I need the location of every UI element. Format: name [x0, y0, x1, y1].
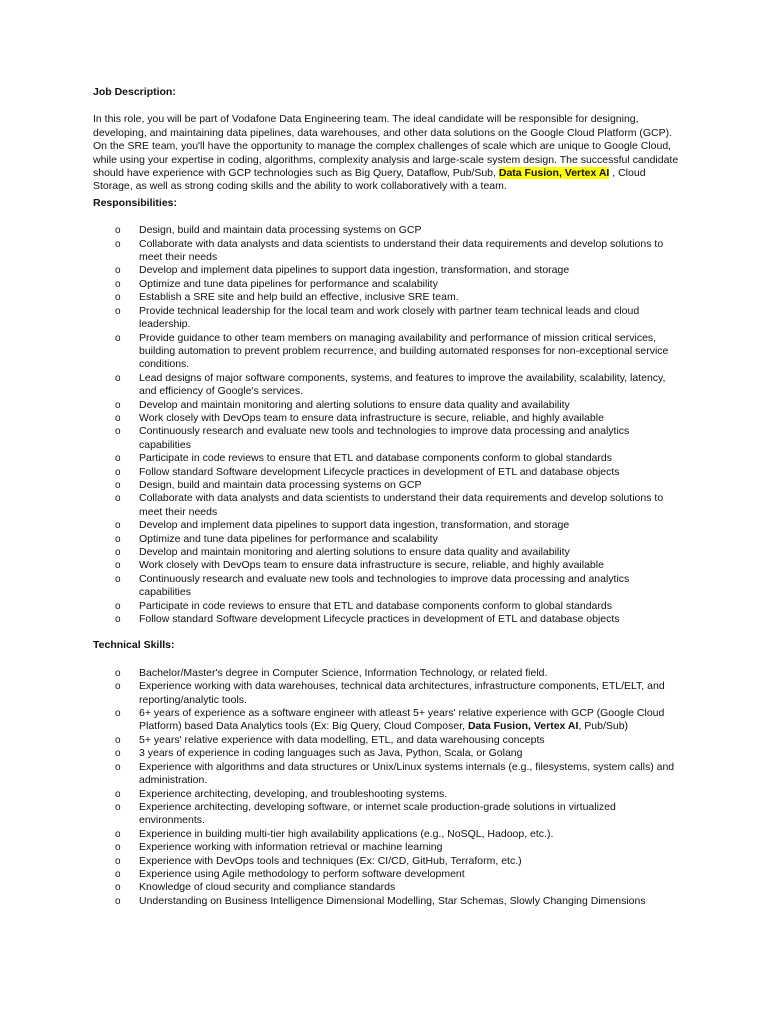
technical-skills-list: [93, 667, 683, 908]
responsibilities-list: [93, 224, 683, 626]
list-item: [93, 761, 683, 788]
bullet-icon: o: [115, 788, 121, 800]
list-item: [93, 412, 683, 425]
list-item-text: Experience with algorithms and data structures or Unix/Linux systems internals (e.g., filesystems, system calls) and administration.: [139, 760, 675, 787]
list-item: [93, 546, 683, 559]
list-item-text: 3 years of experience in coding languages such as Java, Python, Scala, or Golang: [139, 747, 523, 760]
bullet-icon: o: [115, 734, 121, 746]
list-item-text: Optimize and tune data pipelines for performance and scalability: [139, 532, 438, 545]
list-item-text: Participate in code reviews to ensure that ETL and database components conform to global standards: [139, 599, 612, 612]
job-description-heading: Job Description:: [93, 86, 176, 98]
bullet-icon: o: [115, 399, 121, 411]
list-item: [93, 291, 683, 304]
list-item-text: Collaborate with data analysts and data scientists to understand their data requirements and develop solutions to meet their needs: [139, 492, 664, 518]
list-item-text: Follow standard Software development Lifecycle practices in development of ETL and database objects: [139, 465, 620, 478]
bullet-icon: o: [115, 238, 121, 250]
list-item-text: Collaborate with data analysts and data scientists to understand their data requirements and develop solutions to meet their needs: [139, 237, 664, 264]
job-document: [93, 86, 683, 908]
bullet-icon: o: [115, 332, 121, 344]
bullet-icon: o: [115, 801, 121, 813]
list-item-text: Lead designs of major software components, systems, and features to improve the availability, scalability, latency, and efficiency of Google's services.: [139, 371, 666, 398]
bullet-icon: o: [115, 855, 121, 867]
skill-bold-text: Data Fusion, Vertex AI: [467, 720, 579, 733]
list-item-text: Participate in code reviews to ensure that ETL and database components conform to global standards: [139, 452, 612, 465]
list-item-text: Design, build and maintain data processing systems on GCP: [139, 478, 422, 491]
list-item: [93, 573, 683, 600]
bullet-icon: o: [115, 292, 121, 304]
bullet-icon: o: [115, 412, 121, 424]
list-item-text: 6+ years of experience as a software engineer with atleast 5+ years' relative experience with GCP (Google Cloud Platform) based Data Analytics tools (Ex: Big Query, Cloud Composer,: [139, 707, 665, 733]
technical-skills-heading: Technical Skills:: [93, 639, 175, 652]
bullet-icon: o: [115, 520, 121, 532]
list-item: [93, 559, 683, 572]
list-item-text: Experience working with information retrieval or machine learning: [139, 841, 443, 854]
bullet-icon: o: [115, 828, 121, 840]
list-item: [93, 224, 683, 237]
list-item-text: Work closely with DevOps team to ensure data infrastructure is secure, reliable, and highly available: [139, 559, 604, 572]
list-item: [93, 425, 683, 452]
list-item: [93, 801, 683, 828]
list-item-text: Continuously research and evaluate new tools and technologies to improve data processing and analytics capabilities: [139, 425, 630, 451]
bullet-icon: o: [115, 600, 121, 612]
bullet-icon: o: [115, 882, 121, 894]
bullet-icon: o: [115, 547, 121, 558]
list-item: [93, 613, 683, 626]
list-item: [93, 667, 683, 680]
list-item-text: Design, build and maintain data processing systems on GCP: [139, 224, 422, 237]
bullet-icon: o: [115, 278, 121, 290]
bullet-icon: o: [115, 573, 121, 585]
list-item: [93, 895, 683, 908]
list-item: [93, 788, 683, 801]
list-item-text: Optimize and tune data pipelines for performance and scalability: [139, 277, 438, 290]
bullet-icon: o: [115, 479, 121, 491]
bullet-icon: o: [115, 667, 121, 679]
bullet-icon: o: [115, 533, 121, 545]
list-item-text: Knowledge of cloud security and compliance standards: [139, 881, 396, 894]
list-item: [93, 492, 683, 519]
list-item: [93, 332, 683, 372]
list-item-text: Develop and implement data pipelines to support data ingestion, transformation, and storage: [139, 264, 570, 277]
list-item: [93, 479, 683, 492]
list-item-text: Follow standard Software development Lifecycle practices in development of ETL and database objects: [139, 613, 620, 626]
bullet-icon: o: [115, 305, 121, 317]
bullet-icon: o: [115, 453, 121, 465]
list-item-text: Develop and maintain monitoring and alerting solutions to ensure data quality and availability: [139, 398, 570, 411]
list-item: [93, 278, 683, 291]
list-item-text: Work closely with DevOps team to ensure data infrastructure is secure, reliable, and highly available: [139, 411, 604, 424]
list-item: [93, 600, 683, 613]
list-item: [93, 747, 683, 760]
intro-paragraph: [93, 113, 683, 193]
list-item-text: Experience architecting, developing software, or internet scale production-grade solutions in virtualized environments.: [139, 800, 616, 827]
list-item: [93, 305, 683, 332]
bullet-icon: o: [115, 748, 121, 760]
bullet-icon: o: [115, 895, 121, 907]
list-item: [93, 519, 683, 532]
bullet-icon: o: [115, 681, 121, 693]
list-item: [93, 868, 683, 881]
list-item: [93, 881, 683, 894]
list-item-text: Experience in building multi-tier high availability applications (e.g., NoSQL, Hadoop, etc.).: [139, 827, 554, 840]
list-item: [93, 841, 683, 854]
list-item-text: Establish a SRE site and help build an effective, inclusive SRE team.: [139, 291, 459, 304]
list-item-text: Bachelor/Master's degree in Computer Science, Information Technology, or related field.: [139, 666, 548, 679]
bullet-icon: o: [115, 466, 121, 478]
list-item-text: Develop and implement data pipelines to support data ingestion, transformation, and storage: [139, 519, 570, 532]
list-item: [93, 238, 683, 265]
bullet-icon: o: [115, 426, 121, 438]
bullet-icon: o: [115, 614, 121, 626]
intro-text-before: In this role, you will be part of Vodafone Data Engineering team. The ideal candidate will be responsible for designing, developing, and maintaining data pipelines, data warehouses, and other data solutions on the Google Cloud Platform (GCP). On the SRE team, you'll have the opportunity to manage the complex challenges of scale which are unique to Google Cloud, while using your expertise in coding, algorithms, complexity analysis and large-scale system design. The successful candidate should have experience with GCP technologies such as Big Query, Dataflow, Pub/Sub,: [93, 113, 679, 180]
list-item-text: Experience working with data warehouses, technical data architectures, infrastructure components, ETL/ELT, and reporting/analytic tools.: [139, 680, 665, 706]
list-item: [93, 533, 683, 546]
list-item-text: Experience with DevOps tools and techniques (Ex: CI/CD, GitHub, Terraform, etc.): [139, 854, 522, 867]
list-item: [93, 707, 683, 734]
bullet-icon: o: [115, 842, 121, 854]
list-item-text: Develop and maintain monitoring and alerting solutions to ensure data quality and availability: [139, 546, 570, 558]
list-item-text: Provide guidance to other team members on managing availability and performance of mission critical services, building automation to prevent problem recurrence, and building automated responses for non-exceptional service conditions.: [139, 331, 669, 371]
list-item-text: Understanding on Business Intelligence Dimensional Modelling, Star Schemas, Slowly Changing Dimensions: [139, 894, 646, 907]
list-item-text: Provide technical leadership for the local team and work closely with partner team technical leads and cloud leadership.: [139, 304, 640, 331]
list-item: [93, 264, 683, 277]
bullet-icon: o: [115, 761, 121, 773]
list-item: [93, 734, 683, 747]
list-item: [93, 399, 683, 412]
bullet-icon: o: [115, 372, 121, 384]
bullet-icon: o: [115, 493, 121, 505]
intro-highlight: Data Fusion, Vertex AI: [498, 167, 610, 180]
bullet-icon: o: [115, 708, 121, 720]
bullet-icon: o: [115, 560, 121, 572]
list-item: [93, 372, 683, 399]
responsibilities-heading: Responsibilities:: [93, 196, 178, 209]
bullet-icon: o: [115, 225, 121, 237]
list-item-text: Experience architecting, developing, and troubleshooting systems.: [139, 787, 448, 800]
skill-tail-text: , Pub/Sub): [578, 720, 629, 733]
list-item-text: Experience using Agile methodology to perform software development: [139, 867, 465, 880]
bullet-icon: o: [115, 868, 121, 880]
list-item: [93, 452, 683, 465]
list-item: [93, 828, 683, 841]
list-item: [93, 855, 683, 868]
list-item-text: Continuously research and evaluate new tools and technologies to improve data processing and analytics capabilities: [139, 572, 630, 599]
list-item-text: 5+ years' relative experience with data modelling, ETL, and data warehousing concepts: [139, 733, 545, 746]
bullet-icon: o: [115, 265, 121, 277]
list-item: [93, 466, 683, 479]
intro-text-after: , Cloud Storage, as well as strong coding skills and the ability to work collaboratively with a team.: [93, 167, 646, 193]
list-item: [93, 680, 683, 707]
